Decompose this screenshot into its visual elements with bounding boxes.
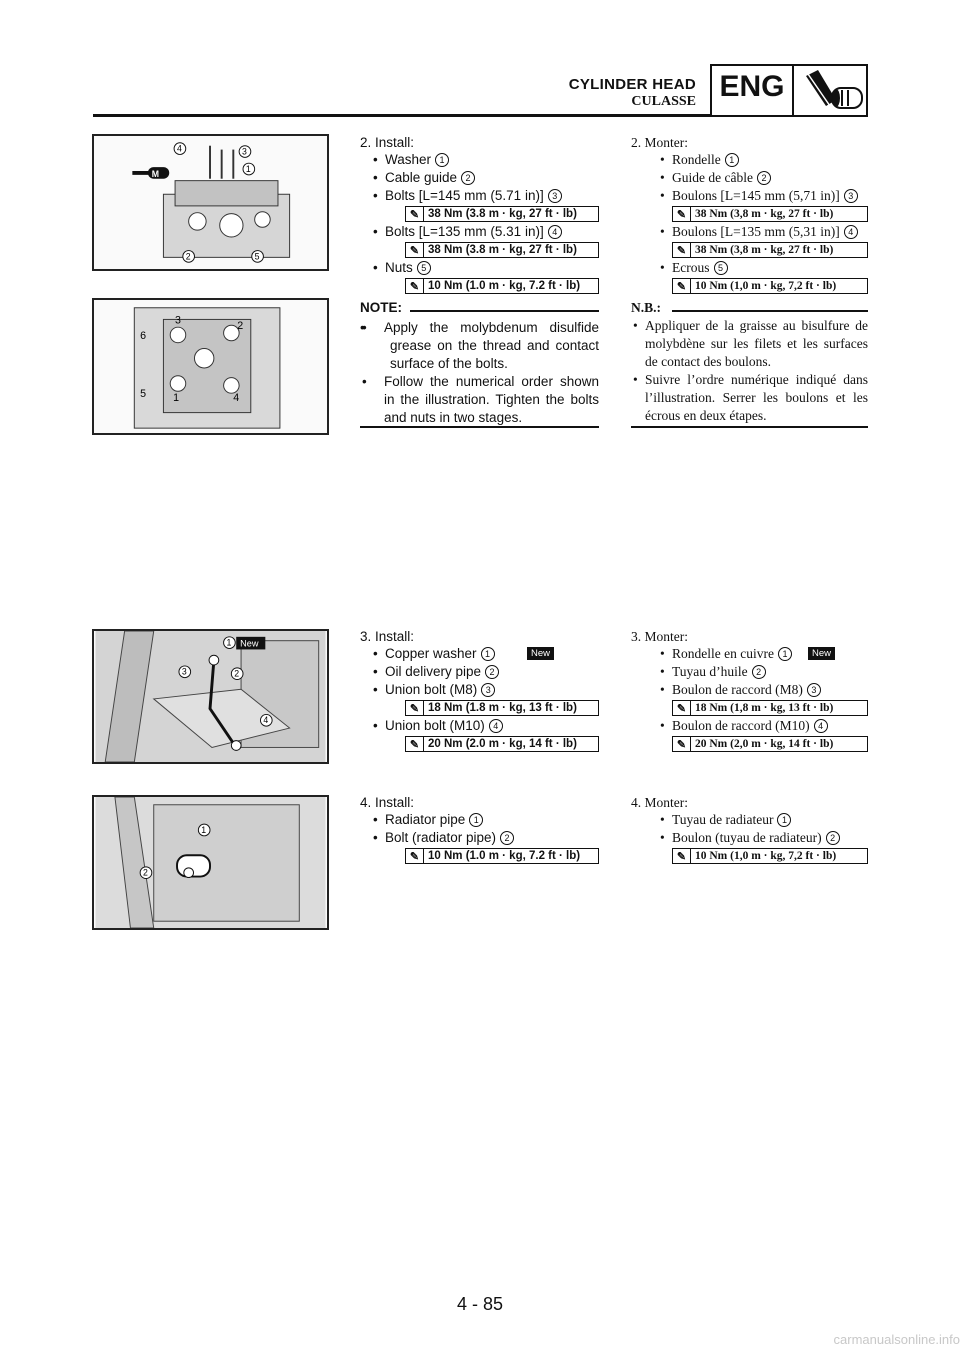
step3-en-item-copper-washer: • Copper washer 1: [385, 646, 495, 661]
step3-en-torque-1: ✎ 18 Nm (1.8 m · kg, 13 ft · lb): [405, 700, 599, 716]
step2-fr-item-boulons-135: • Boulons [L=135 mm (5,31 in)] 4: [672, 224, 858, 240]
step4-en-item-bolt: • Bolt (radiator pipe) 2: [385, 830, 514, 845]
step3-fr-item-raccord-m8: • Boulon de raccord (M8) 3: [672, 682, 821, 698]
step2-en-torque-3: ✎ 10 Nm (1.0 m · kg, 7.2 ft · lb): [405, 278, 599, 294]
torque-wrench-icon: ✎: [406, 737, 424, 751]
step2-en-note-2: • Follow the numerical order shown in the illustration. Tighten the bolts and nuts in two stages.: [362, 374, 599, 425]
step2-en-note-title: NOTE:: [360, 300, 402, 315]
step2-fr-item-ecrous: • Ecrous 5: [672, 260, 728, 276]
step2-en-torque-1: ✎ 38 Nm (3.8 m · kg, 27 ft · lb): [405, 206, 599, 222]
note-rule: [672, 310, 868, 312]
site-watermark: carmanualsonline.info: [833, 1332, 960, 1347]
new-part-badge: New: [527, 647, 554, 660]
torque-wrench-icon: ✎: [406, 701, 424, 715]
fig1-callout-4: 4: [177, 143, 182, 154]
eng-label: ENG: [719, 70, 785, 103]
step3-en-torque-2: ✎ 20 Nm (2.0 m · kg, 14 ft · lb): [405, 736, 599, 752]
note-end-rule: [360, 426, 599, 428]
step2-fr-note-2: • Suivre l’ordre numérique indiqué dans l’illustration. Serrer les boulons et les écrous en deux étapes.: [633, 372, 868, 423]
step2-fr-heading: 2. Monter:: [631, 135, 688, 150]
step2-en-item-cable-guide: • Cable guide 2: [385, 170, 475, 185]
step2-en-torque-2: ✎ 38 Nm (3.8 m · kg, 27 ft · lb): [405, 242, 599, 258]
fig2-order-5: 5: [140, 388, 147, 401]
fig1-callout-1: 1: [245, 163, 251, 174]
fig2-order-6: 6: [140, 329, 147, 342]
step3-fr-heading: 3. Monter:: [631, 629, 688, 644]
fig3-callout-3: 3: [181, 666, 187, 677]
torque-wrench-icon: ✎: [673, 849, 691, 863]
fig3-new-badge: New: [240, 638, 259, 649]
figure-oil-delivery-pipe: [92, 629, 329, 764]
fig1-callout-3: 3: [242, 146, 247, 157]
fig4-callout-1: 1: [201, 824, 207, 835]
engine-tools-icon: [796, 66, 866, 115]
step3-en-item-union-m8: • Union bolt (M8) 3: [385, 682, 495, 697]
step3-en-item-union-m10: • Union bolt (M10) 4: [385, 718, 503, 733]
step4-fr-heading: 4. Monter:: [631, 795, 688, 810]
torque-wrench-icon: ✎: [673, 243, 691, 257]
fig2-order-1: 1: [173, 391, 180, 404]
page-number: 4 - 85: [456, 1294, 504, 1314]
step2-en-note-1: • • Apply the molybdenum disulfide grease on the thread and contact surface of the bolts.: [372, 319, 599, 373]
fig3-callout-1: 1: [226, 637, 232, 648]
torque-wrench-icon: ✎: [673, 701, 691, 715]
step3-en-item-oil-pipe: • Oil delivery pipe 2: [385, 664, 499, 679]
torque-wrench-icon: ✎: [406, 243, 424, 257]
step2-fr-torque-2: ✎ 38 Nm (3,8 m · kg, 27 ft · lb): [672, 242, 868, 258]
step3-fr-torque-1: ✎ 18 Nm (1,8 m · kg, 13 ft · lb): [672, 700, 868, 716]
torque-wrench-icon: ✎: [406, 849, 424, 863]
step3-fr-item-tuyau-huile: • Tuyau d’huile 2: [672, 664, 766, 680]
step4-en-heading: 4. Install:: [360, 795, 415, 810]
step3-en-heading: 3. Install:: [360, 629, 415, 644]
step2-en-item-nuts: • Nuts 5: [385, 260, 431, 275]
step2-fr-item-guide-cable: • Guide de câble 2: [672, 170, 771, 186]
figure-tightening-order: [92, 298, 329, 435]
fig2-order-3: 3: [175, 314, 182, 327]
fig1-callout-2: 2: [185, 251, 191, 262]
fig3-callout-4: 4: [263, 715, 269, 726]
step2-fr-item-rondelle: • Rondelle 1: [672, 152, 739, 168]
fig1-callout-5: 5: [254, 251, 260, 262]
note-rule: [410, 310, 599, 312]
step2-fr-note-title: N.B.:: [631, 300, 661, 315]
fig2-order-2: 2: [237, 320, 244, 333]
step2-en-item-bolts-145: • Bolts [L=145 mm (5.71 in)] 3: [385, 188, 562, 203]
molybdenum-grease-mark: M: [151, 168, 160, 179]
step3-fr-torque-2: ✎ 20 Nm (2,0 m · kg, 14 ft · lb): [672, 736, 868, 752]
step4-fr-item-tuyau-radiateur: • Tuyau de radiateur 1: [672, 812, 791, 828]
section-subtitle: CULASSE: [631, 94, 696, 109]
eng-tab-divider: [792, 64, 794, 117]
fig3-callout-2: 2: [234, 668, 240, 679]
section-title: CYLINDER HEAD: [568, 76, 696, 93]
torque-wrench-icon: ✎: [673, 737, 691, 751]
step4-en-item-radiator-pipe: • Radiator pipe 1: [385, 812, 483, 827]
step3-fr-item-raccord-m10: • Boulon de raccord (M10) 4: [672, 718, 828, 734]
step2-en-heading: 2. Install:: [360, 135, 415, 150]
step3-fr-item-rondelle-cuivre: • Rondelle en cuivre 1: [672, 646, 792, 662]
torque-wrench-icon: ✎: [673, 279, 691, 293]
torque-wrench-icon: ✎: [406, 279, 424, 293]
figure-cylinder-head-install: [92, 134, 329, 271]
fig2-order-4: 4: [233, 391, 240, 404]
step2-fr-torque-3: ✎ 10 Nm (1,0 m · kg, 7,2 ft · lb): [672, 278, 868, 294]
step2-en-item-bolts-135: • Bolts [L=135 mm (5.31 in)] 4: [385, 224, 562, 239]
figure-radiator-pipe: [92, 795, 329, 930]
step2-fr-item-boulons-145: • Boulons [L=145 mm (5,71 in)] 3: [672, 188, 858, 204]
step4-fr-item-boulon: • Boulon (tuyau de radiateur) 2: [672, 830, 840, 846]
torque-wrench-icon: ✎: [673, 207, 691, 221]
step4-fr-torque-1: ✎ 10 Nm (1,0 m · kg, 7,2 ft · lb): [672, 848, 868, 864]
step2-fr-note-1: • Appliquer de la graisse au bisulfure de molybdène sur les filets et les surfaces de contact des boulons.: [633, 318, 868, 369]
step4-en-torque-1: ✎ 10 Nm (1.0 m · kg, 7.2 ft · lb): [405, 848, 599, 864]
torque-wrench-icon: ✎: [406, 207, 424, 221]
step2-en-item-washer: • Washer 1: [385, 152, 449, 167]
step2-fr-torque-1: ✎ 38 Nm (3,8 m · kg, 27 ft · lb): [672, 206, 868, 222]
fig4-callout-2: 2: [143, 867, 148, 878]
note-end-rule: [631, 426, 868, 428]
new-part-badge: New: [808, 647, 835, 660]
